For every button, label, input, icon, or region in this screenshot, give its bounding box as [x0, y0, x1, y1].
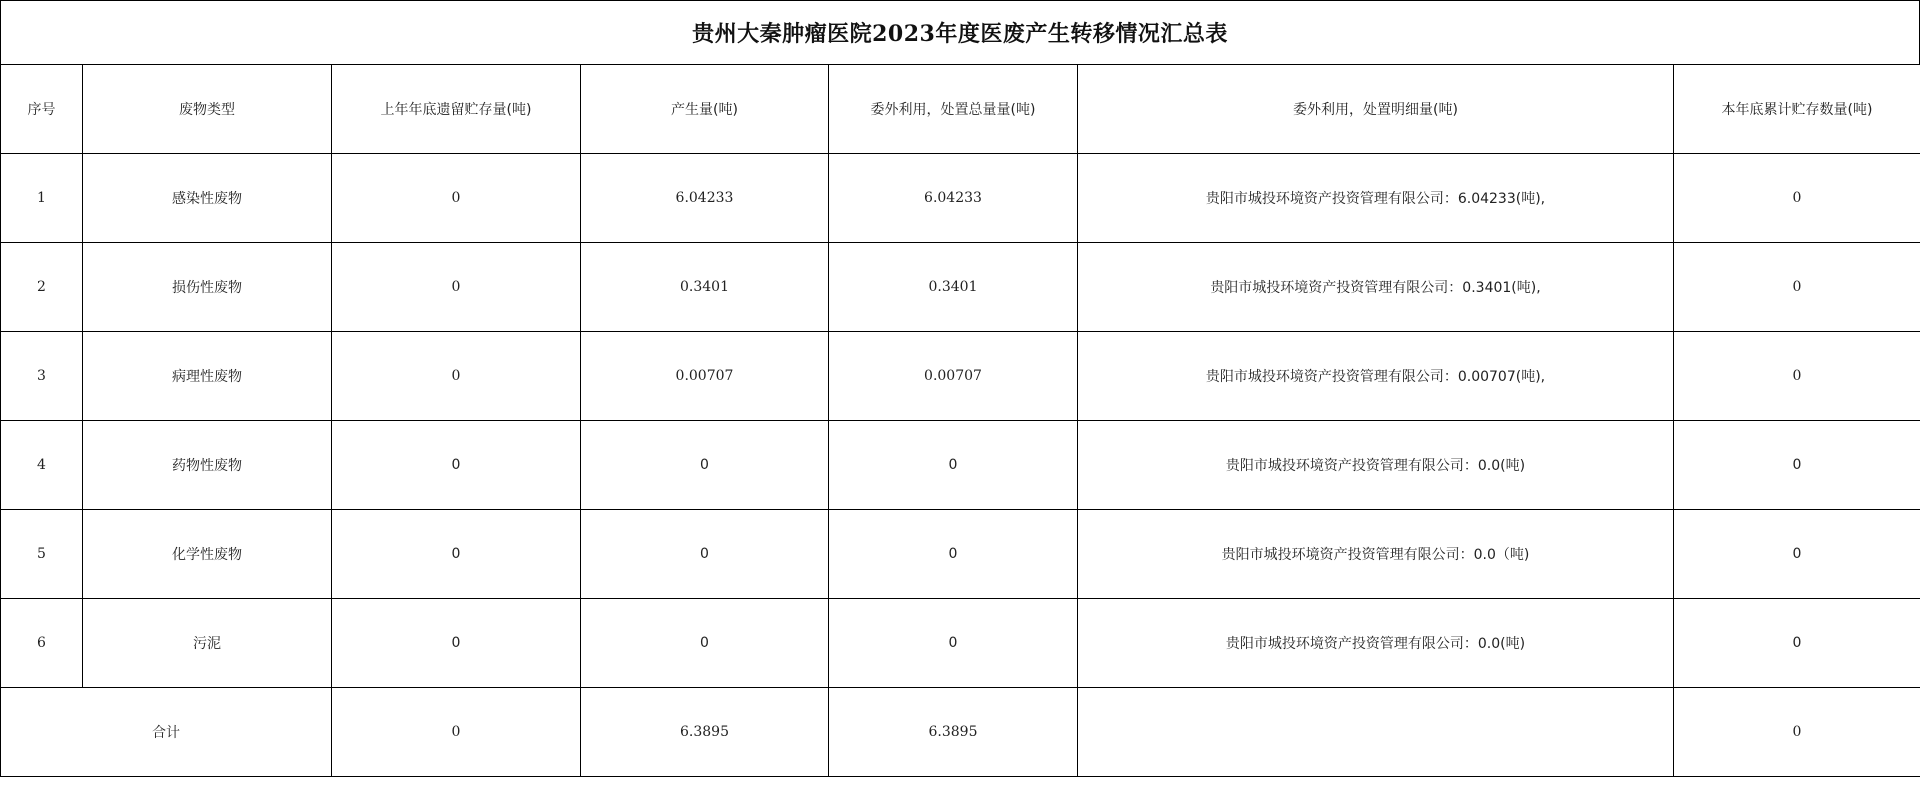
cell-outsourced-detail[interactable]: 贵阳市城投环境资产投资管理有限公司：0.0（吨)	[1078, 510, 1674, 599]
cell-outsourced-detail[interactable]: 贵阳市城投环境资产投资管理有限公司：6.04233(吨),	[1078, 154, 1674, 243]
cell-produced[interactable]: 0.00707	[581, 332, 829, 421]
cell-waste-type[interactable]: 损伤性废物	[83, 243, 332, 332]
cell-index[interactable]: 3	[1, 332, 83, 421]
title-bar	[0, 0, 1920, 64]
table-row	[1, 599, 1920, 688]
cell-index[interactable]: 6	[1, 599, 83, 688]
cell-year-end-storage[interactable]: 0	[1674, 510, 1920, 599]
sheet-title: 贵州大秦肿瘤医院2023年度医废产生转移情况汇总表	[692, 21, 1228, 47]
cell-index[interactable]: 1	[1, 154, 83, 243]
header-index[interactable]: 序号	[1, 65, 83, 154]
cell-total-prev-storage[interactable]: 0	[332, 688, 581, 777]
cell-total-year-end-storage[interactable]: 0	[1674, 688, 1920, 777]
cell-outsourced-total[interactable]: 0.00707	[829, 332, 1078, 421]
cell-produced[interactable]: 0	[581, 510, 829, 599]
cell-index[interactable]: 2	[1, 243, 83, 332]
cell-outsourced-total[interactable]: 0	[829, 510, 1078, 599]
cell-produced[interactable]: 6.04233	[581, 154, 829, 243]
header-outsourced-detail[interactable]: 委外利用，处置明细量(吨)	[1078, 65, 1674, 154]
cell-produced[interactable]: 0	[581, 421, 829, 510]
cell-outsourced-total[interactable]: 6.04233	[829, 154, 1078, 243]
cell-prev-storage[interactable]: 0	[332, 421, 581, 510]
cell-total-outsourced-total[interactable]: 6.3895	[829, 688, 1078, 777]
cell-outsourced-total[interactable]: 0	[829, 599, 1078, 688]
cell-produced[interactable]: 0	[581, 599, 829, 688]
cell-waste-type[interactable]: 污泥	[83, 599, 332, 688]
cell-year-end-storage[interactable]: 0	[1674, 421, 1920, 510]
cell-prev-storage[interactable]: 0	[332, 243, 581, 332]
cell-outsourced-total[interactable]: 0	[829, 421, 1078, 510]
cell-total-outsourced-detail[interactable]	[1078, 688, 1674, 777]
cell-waste-type[interactable]: 药物性废物	[83, 421, 332, 510]
cell-outsourced-detail[interactable]: 贵阳市城投环境资产投资管理有限公司：0.3401(吨),	[1078, 243, 1674, 332]
cell-outsourced-total[interactable]: 0.3401	[829, 243, 1078, 332]
cell-year-end-storage[interactable]: 0	[1674, 243, 1920, 332]
table-row	[1, 510, 1920, 599]
cell-produced[interactable]: 0.3401	[581, 243, 829, 332]
cell-total-label[interactable]: 合计	[1, 688, 332, 777]
header-outsourced-total[interactable]: 委外利用，处置总量量(吨)	[829, 65, 1078, 154]
cell-waste-type[interactable]: 化学性废物	[83, 510, 332, 599]
header-prev-storage[interactable]: 上年年底遗留贮存量(吨)	[332, 65, 581, 154]
table-row	[1, 421, 1920, 510]
header-waste-type[interactable]: 废物类型	[83, 65, 332, 154]
cell-prev-storage[interactable]: 0	[332, 599, 581, 688]
cell-index[interactable]: 4	[1, 421, 83, 510]
cell-year-end-storage[interactable]: 0	[1674, 154, 1920, 243]
total-row	[1, 688, 1920, 777]
table-row	[1, 332, 1920, 421]
header-year-end-storage[interactable]: 本年底累计贮存数量(吨)	[1674, 65, 1920, 154]
cell-prev-storage[interactable]: 0	[332, 510, 581, 599]
cell-total-produced[interactable]: 6.3895	[581, 688, 829, 777]
header-produced[interactable]: 产生量(吨)	[581, 65, 829, 154]
cell-year-end-storage[interactable]: 0	[1674, 332, 1920, 421]
cell-outsourced-detail[interactable]: 贵阳市城投环境资产投资管理有限公司：0.0(吨)	[1078, 421, 1674, 510]
cell-index[interactable]: 5	[1, 510, 83, 599]
header-row	[1, 65, 1920, 154]
cell-prev-storage[interactable]: 0	[332, 154, 581, 243]
cell-waste-type[interactable]: 感染性废物	[83, 154, 332, 243]
table-row	[1, 243, 1920, 332]
cell-prev-storage[interactable]: 0	[332, 332, 581, 421]
cell-year-end-storage[interactable]: 0	[1674, 599, 1920, 688]
waste-summary-table	[0, 64, 1920, 777]
cell-outsourced-detail[interactable]: 贵阳市城投环境资产投资管理有限公司：0.0(吨)	[1078, 599, 1674, 688]
cell-outsourced-detail[interactable]: 贵阳市城投环境资产投资管理有限公司：0.00707(吨),	[1078, 332, 1674, 421]
table-row	[1, 154, 1920, 243]
cell-waste-type[interactable]: 病理性废物	[83, 332, 332, 421]
